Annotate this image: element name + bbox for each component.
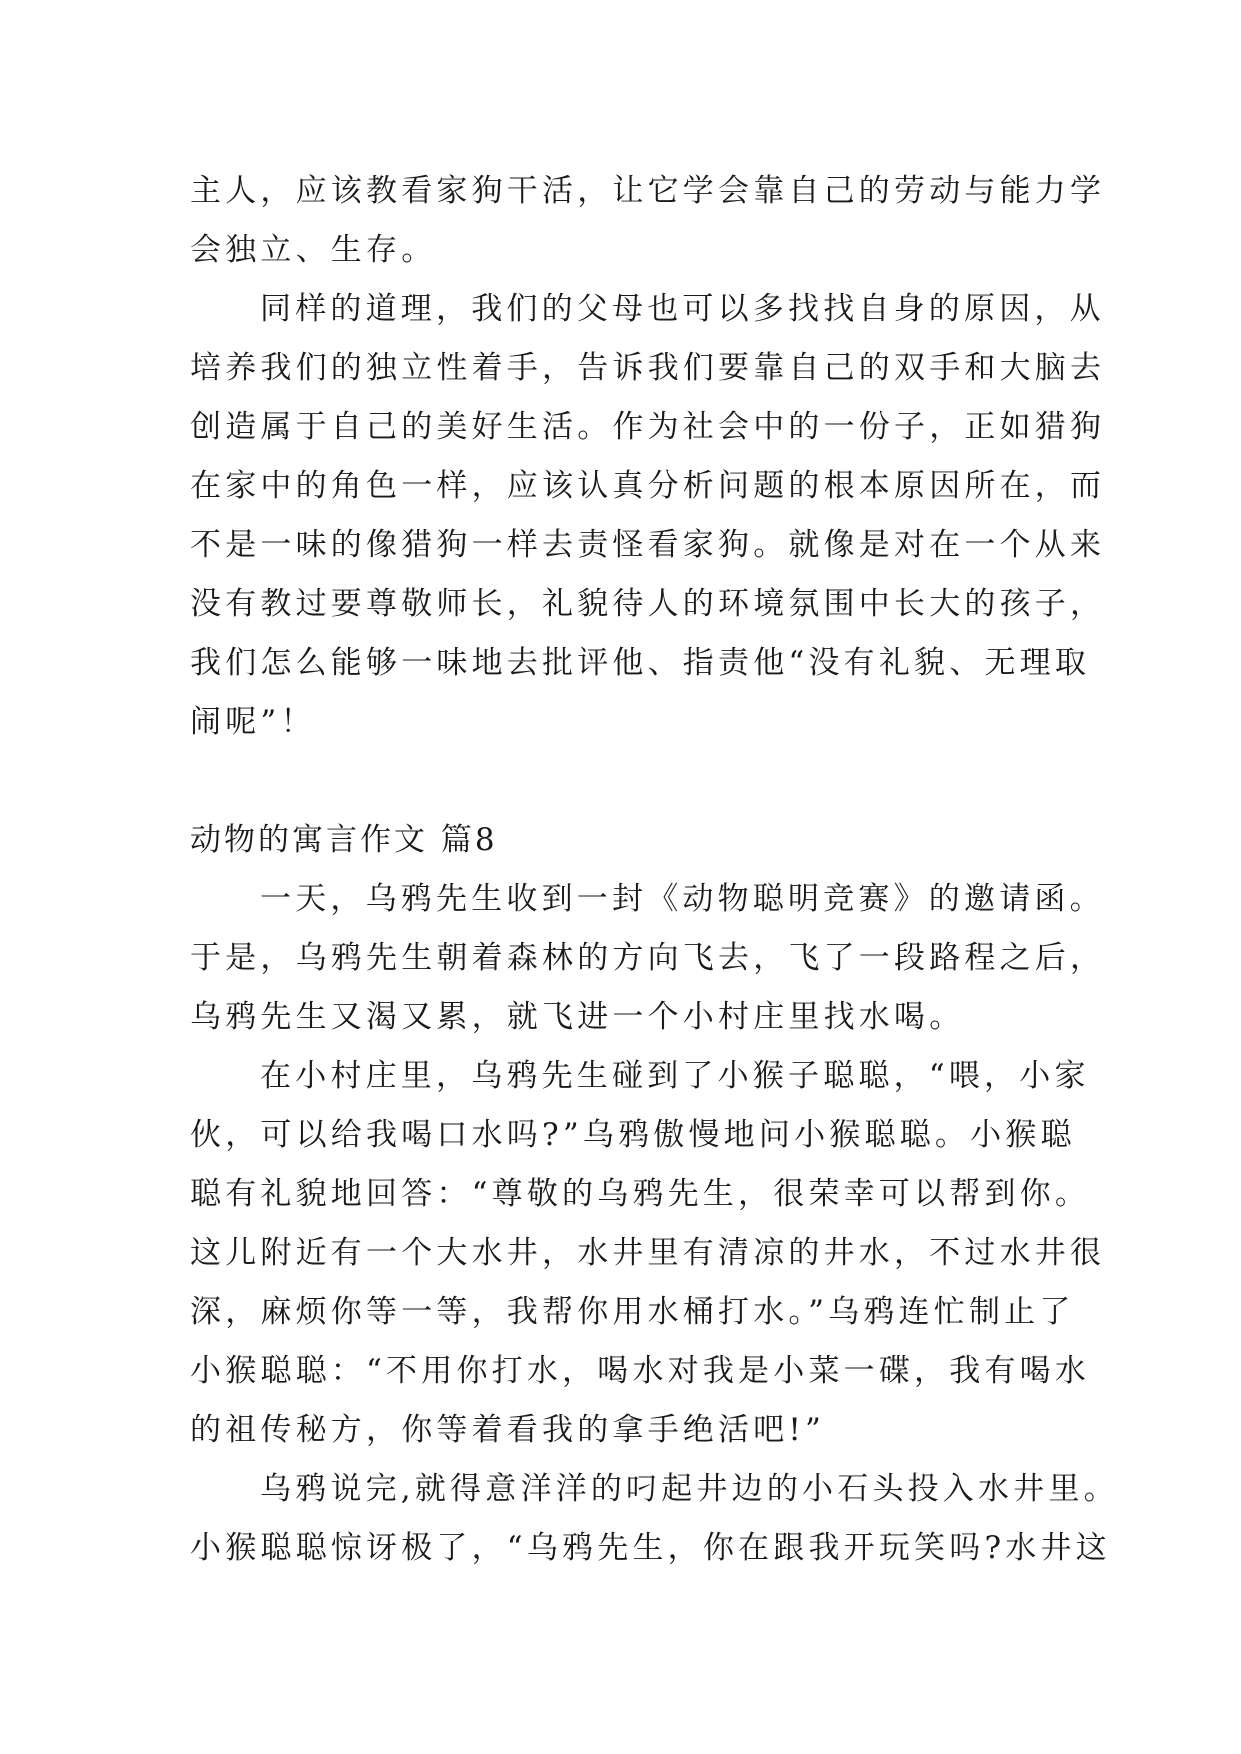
text-line: 创造属于自己的美好生活。作为社会中的一份子，正如猎狗 — [190, 409, 1106, 445]
text-line: 聪有礼貌地回答：“尊敬的乌鸦先生，很荣幸可以帮到你。 — [190, 1176, 1091, 1212]
text-line: 乌鸦说完,就得意洋洋的叼起井边的小石头投入水井里。 — [260, 1471, 1119, 1507]
text-line: 一天，乌鸦先生收到一封《动物聪明竞赛》的邀请函。 — [260, 881, 1105, 917]
text-line: 在家中的角色一样，应该认真分析问题的根本原因所在，而 — [190, 468, 1106, 504]
text-line: 没有教过要尊敬师长，礼貌待人的环境氛围中长大的孩子， — [190, 586, 1106, 622]
paragraph — [190, 1460, 1119, 1578]
text-line: 闹呢”！ — [190, 704, 316, 740]
text-line: 会独立、生存。 — [190, 232, 437, 268]
text-line: 这儿附近有一个大水井，水井里有清凉的井水，不过水井很 — [190, 1235, 1106, 1271]
text-line: 于是，乌鸦先生朝着森林的方向飞去，飞了一段路程之后， — [190, 940, 1106, 976]
section-heading: 动物的寓言作文 篇8 — [190, 822, 498, 858]
text-line: 小猴聪聪惊讶极了，“乌鸦先生，你在跟我开玩笑吗?水井这 — [190, 1530, 1111, 1566]
paragraph — [190, 1047, 1106, 1460]
text-line: 不是一味的像猎狗一样去责怪看家狗。就像是对在一个从来 — [190, 527, 1106, 563]
document-body — [190, 162, 1119, 1578]
paragraph — [190, 870, 1106, 1047]
text-line: 深，麻烦你等一等，我帮你用水桶打水。”乌鸦连忙制止了 — [190, 1294, 1075, 1330]
text-line: 我们怎么能够一味地去批评他、指责他“没有礼貌、无理取 — [190, 645, 1091, 681]
paragraph — [190, 162, 1106, 280]
text-line: 乌鸦先生又渴又累，就飞进一个小村庄里找水喝。 — [190, 999, 965, 1035]
text-line: 培养我们的独立性着手，告诉我们要靠自己的双手和大脑去 — [190, 350, 1106, 386]
text-line: 同样的道理，我们的父母也可以多找找自身的原因，从 — [260, 291, 1105, 327]
text-line: 在小村庄里，乌鸦先生碰到了小猴子聪聪，“喂，小家 — [260, 1058, 1090, 1094]
text-line: 的祖传秘方，你等着看我的拿手绝活吧!” — [190, 1412, 826, 1448]
text-line: 伙，可以给我喝口水吗?”乌鸦傲慢地问小猴聪聪。小猴聪 — [190, 1117, 1076, 1153]
text-line: 小猴聪聪：“不用你打水，喝水对我是小菜一碟，我有喝水 — [190, 1353, 1091, 1389]
blank-line — [190, 752, 1055, 811]
paragraph — [190, 280, 1106, 752]
text-line: 主人，应该教看家狗干活，让它学会靠自己的劳动与能力学 — [190, 173, 1106, 209]
